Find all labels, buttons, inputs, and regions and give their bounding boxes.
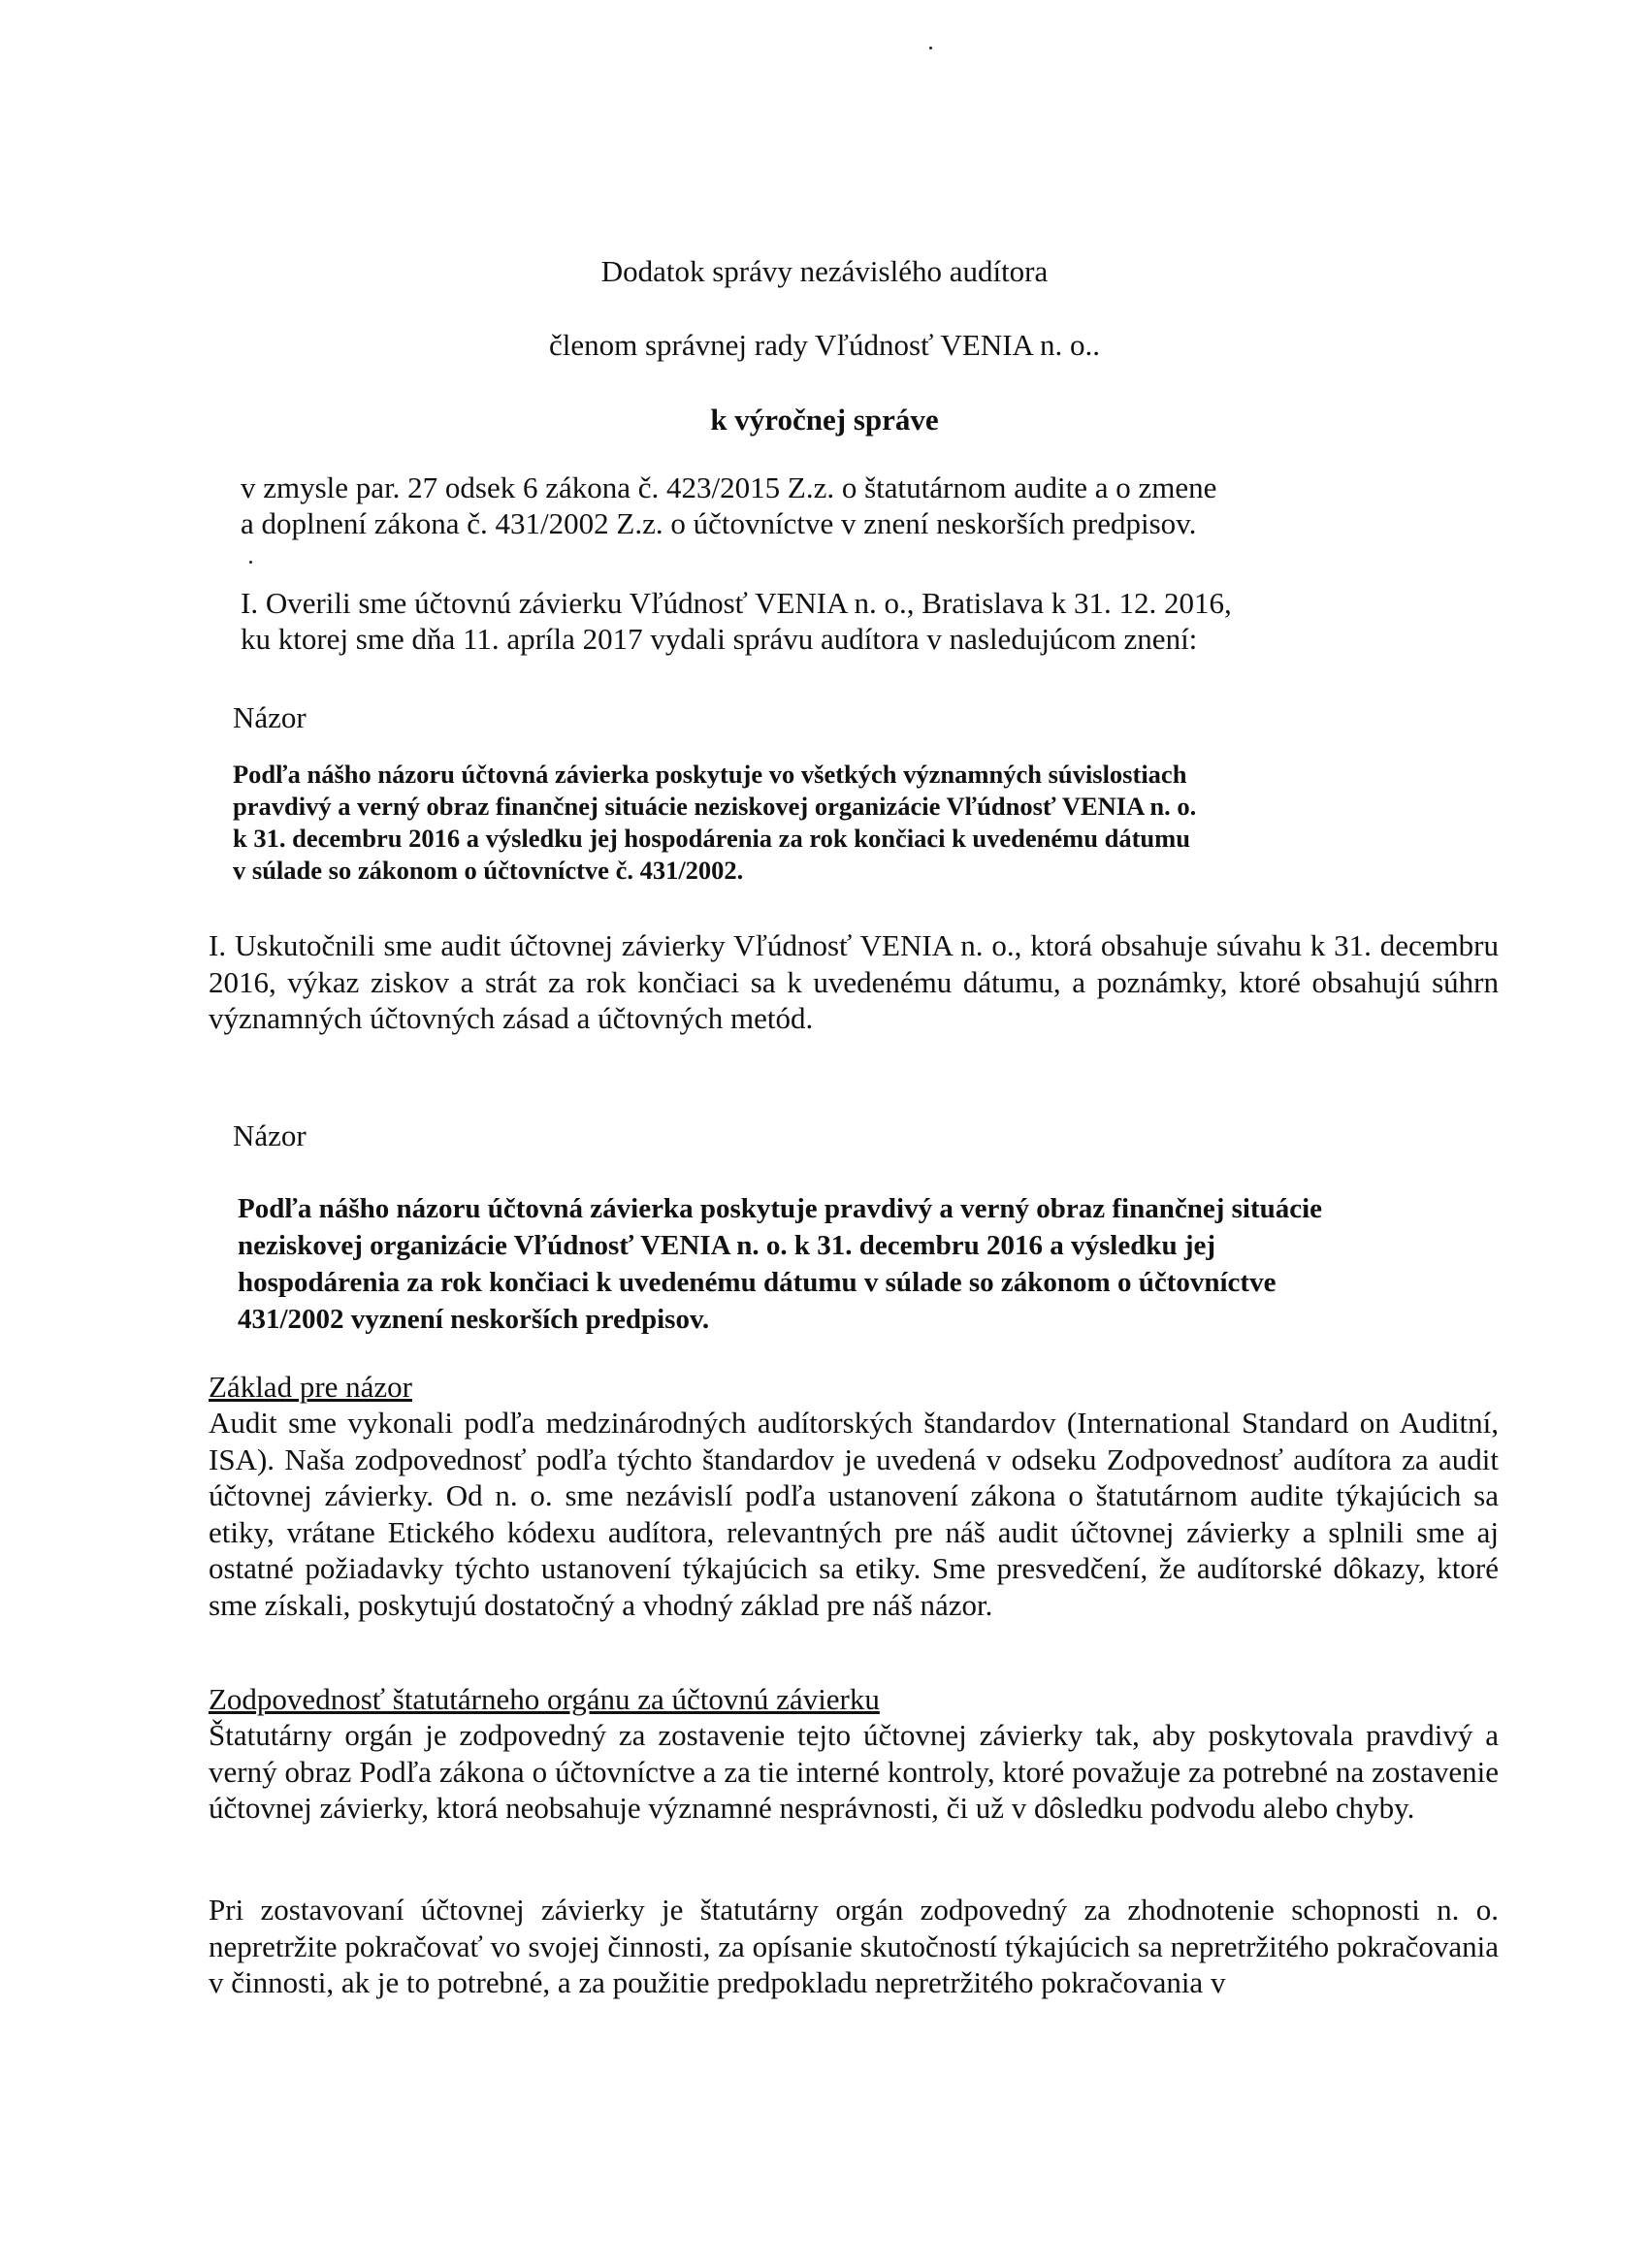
scan-speck: [249, 561, 252, 564]
basis-paragraph: Audit sme vykonali podľa medzinárodných audítorských štandardov (International Standard on Auditní, ISA). Naša zodpovednosť podľa týchto štandardov je uvedená v odseku Zodpovednosť audítora za audit účtovnej závierky. Od n. o. sme nezávislí podľa ustanovení zákona o štatutárnom audite týkajúcich sa etiky, vrátane Etického kódexu audítora, relevantných pre náš audit účtovnej závierky a splnili sme aj ostatné požiadavky týchto ustanovení týkajúcich sa etiky. Sme presvedčení, že audítorské dôkazy, ktoré sme získali, poskytujú dostatočný a vhodný základ pre náš názor.: [209, 1406, 1499, 1622]
intro-line-2: ku ktorej sme dňa 11. apríla 2017 vydali správu audítora v nasledujúcom znení:: [241, 622, 1198, 656]
opinion-1-line: v súlade so zákonom o účtovníctve č. 431/2002.: [233, 856, 744, 885]
responsibility-heading: Zodpovednosť štatutárneho orgánu za účtovnú závierku: [209, 1682, 880, 1716]
basis-heading: Základ pre názor: [209, 1370, 412, 1404]
scan-speck: [929, 47, 932, 49]
opinion-2-line: Podľa nášho názoru účtovná závierka poskytuje pravdivý a verný obraz finančnej situácie: [238, 1193, 1323, 1224]
opinion-1-line: Podľa nášho názoru účtovná závierka poskytuje vo všetkých významných súvislostiach: [233, 760, 1187, 789]
opinion-2-line: neziskovej organizácie Vľúdnosť VENIA n. o. k 31. decembru 2016 a výsledku jej: [238, 1230, 1216, 1261]
opinion-1-line: pravdivý a verný obraz finančnej situácie neziskovej organizácie Vľúdnosť VENIA n. o.: [233, 792, 1197, 821]
opinion-2-line: 431/2002 vyznení neskorších predpisov.: [238, 1304, 710, 1335]
report-subject: k výročnej správe: [710, 403, 939, 437]
audit-scope-paragraph: I. Uskutočnili sme audit účtovnej závierky Vľúdnosť VENIA n. o., ktorá obsahuje súvahu k 31. decembru 2016, výkaz ziskov a strát za rok končiaci sa k uvedenému dátumu, a poznámky, ktoré obsahujú súhrn významných účtovných zásad a účtovných metód.: [209, 928, 1499, 1035]
responsibility-paragraph: Štatutárny orgán je zodpovedný za zostavenie tejto účtovnej závierky tak, aby poskytovala pravdivý a verný obraz Podľa zákona o účtovníctve a za tie interné kontroly, ktoré považuje za potrebné na zostavenie účtovnej závierky, ktorá neobsahuje významné nesprávnosti, či už v dôsledku podvodu alebo chyby.: [209, 1718, 1499, 1825]
legal-basis-line-2: a doplnení zákona č. 431/2002 Z.z. o účtovníctve v znení neskorších predpisov.: [241, 506, 1197, 540]
report-recipient: členom správnej rady Vľúdnosť VENIA n. o..: [549, 328, 1100, 362]
opinion-1-heading: Názor: [233, 700, 307, 734]
opinion-1-line: k 31. decembru 2016 a výsledku jej hospodárenia za rok končiaci k uvedenému dátumu: [233, 824, 1190, 853]
responsibility-paragraph-2: Pri zostavovaní účtovnej závierky je štatutárny orgán zodpovedný za zhodnotenie schopnosti n. o. nepretržite pokračovať vo svojej činnosti, za opísanie skutočností týkajúcich sa nepretržitého pokračovania v činnosti, ak je to potrebné, a za použitie predpokladu nepretržitého pokračovania v: [209, 1893, 1499, 1999]
opinion-2-heading: Názor: [233, 1118, 307, 1152]
intro-line-1: I. Overili sme účtovnú závierku Vľúdnosť VENIA n. o., Bratislava k 31. 12. 2016,: [241, 586, 1232, 620]
opinion-2-line: hospodárenia za rok končiaci k uvedenému dátumu v súlade so zákonom o účtovníctve: [238, 1267, 1277, 1298]
legal-basis-line-1: v zmysle par. 27 odsek 6 zákona č. 423/2015 Z.z. o štatutárnom audite a o zmene: [241, 470, 1217, 504]
report-title: Dodatok správy nezávislého audítora: [600, 254, 1049, 288]
